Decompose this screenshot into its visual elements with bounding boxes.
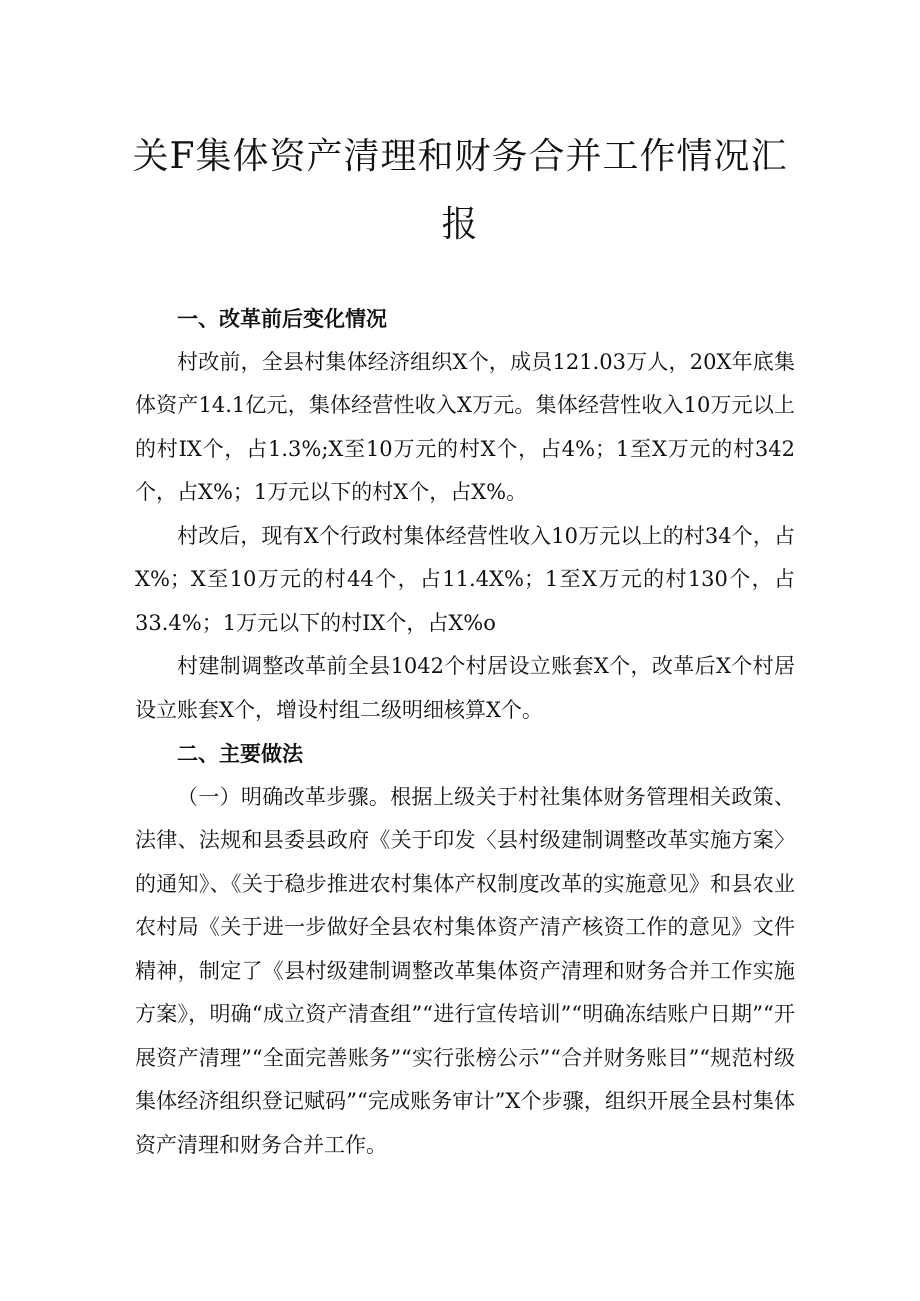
section1-heading: 一、改革前后变化情况 [177, 306, 387, 331]
section2-heading: 二、主要做法 [177, 741, 303, 766]
document-title-line1: 关F集体资产清理和财务合并工作情况汇 [132, 136, 788, 177]
section2-paragraph-1: （一）明确改革步骤。根据上级关于村社集体财务管理相关政策、法律、法规和县委县政府《关于印发〈县村级建制调整改革实施方案〉的通知》、《关于稳步推进农村集体产权制度改革的实施意见》和县农业农村局《关于进一步做好全县农村集体资产清产核资工作的意见》文件精神，制定了《县村级建制调整改革集体资产清理和财务合并工作实施方案》，明确“成立资产清查组”“进行宣传培训”“明确冻结账户日期”“开展资产清理”“全面完善账务”“实行张榜公示”“合并财务账目”“规范村级集体经济组织登记赋码”“完成账务审计”X个步骤，组织开展全县村集体资产清理和财务合并工作。 [135, 784, 795, 1157]
document-title-line2: 报 [441, 204, 479, 245]
section1-paragraph-3: 村建制调整改革前全县1042个村居设立账套X个，改革后X个村居设立账套X个，增设村组二级明细核算X个。 [135, 654, 795, 722]
section1-paragraph-1: 村改前，全县村集体经济组织X个，成员121.03万人，20X年底集体资产14.1亿元，集体经营性收入X万元。集体经营性收入10万元以上的村IX个，占1.3%;X至10万元的村X个，占4%；1至X万元的村342个，占X%；1万元以下的村X个，占X%。 [135, 349, 795, 504]
section1-paragraph-2: 村改后，现有X个行政村集体经营性收入10万元以上的村34个，占X%；X至10万元的村44个，占11.4X%；1至X万元的村130个，占33.4%；1万元以下的村IX个，占X%o [135, 523, 795, 635]
document-body [135, 297, 795, 1167]
